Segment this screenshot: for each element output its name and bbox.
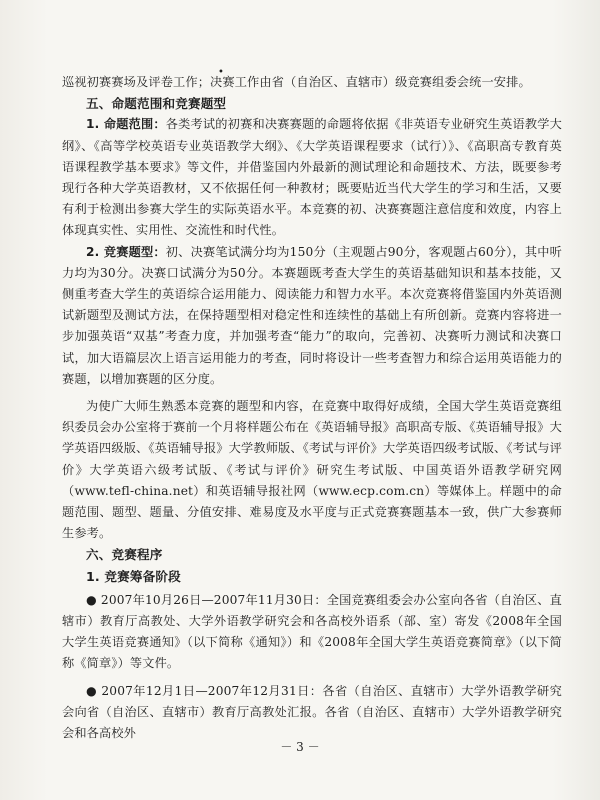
bullet-item-text: 2007年10月26日—2007年11月30日：全国竞赛组委会办公室向各省（自治区、直辖市）教育厅高教处、大学外语教学研究会和各高校外语系（部、室）寄发《2008年全国大学生英语竞赛通知》（以下简称《通知》）和《2008年全国大学生英语竞赛简章》（以下简称《简章》）等文件。 (62, 592, 562, 671)
paragraph-question-types-lead: 2. 竞赛题型： (86, 244, 166, 259)
bullet-item (62, 681, 562, 745)
document-body (62, 72, 562, 744)
bullet-item (62, 590, 562, 675)
paragraph-scope-lead: 1. 命题范围： (86, 117, 166, 132)
bullet-icon: ● (86, 683, 98, 698)
paragraph-question-types (62, 242, 562, 390)
bullet-icon: ● (86, 592, 97, 607)
paragraph-scope-text: 各类考试的初赛和决赛赛题的命题将依据《非英语专业研究生英语教学大纲》、《高等学校英语专业英语教学大纲》、《大学英语课程要求（试行）》、《高职高专教育英语课程教学基本要求》等文件，并借鉴国内外最新的测试理论和命题技术、方法，既要参考现行各种大学英语教材，又不依据任何一种教材；既要贴近当代大学生的学习和生活，又要有利于检测出参赛大学生的实际英语水平。本竞赛的初、决赛赛题注意信度和效度，内容上体现真实性、实用性、交流性和时代性。 (62, 117, 562, 238)
section-heading-5: 五、命题范围和竞赛题型 (86, 96, 227, 112)
bullet-item-text: 2007年12月1日—2007年12月31日：各省（自治区、直辖市）大学外语教学研究会向省（自治区、直辖市）教育厅高教处汇报。各省（自治区、直辖市）大学外语教学研究会和各高校外 (62, 683, 562, 741)
paragraph-question-types-text: 初、决赛笔试满分均为150分（主观题占90分，客观题占60分），其中听力均为30分。决赛口试满分为50分。本赛题既考查大学生的英语基础知识和基本技能，又侧重考查大学生的英语综合运用能力、阅读能力和智力水平。本次竞赛将借鉴国内外英语测试新题型及测试方法，在保持题型相对稳定性和连续性的基础上有所创新。竞赛内容将进一步加强英语“双基”考查力度，并加强考查“能力”的取向，完善初、决赛听力测试和决赛口试，加大语篇层次上语言运用能力的考查，同时将设计一些考查智力和综合运用英语能力的赛题，以增加赛题的区分度。 (62, 244, 562, 386)
paragraph-scope (62, 114, 562, 241)
paragraph-continuation: 巡视初赛赛场及评卷工作；决赛工作由省（自治区、直辖市）级竞赛组委会统一安排。 (62, 75, 531, 89)
subsection-heading-preparation: 1. 竞赛筹备阶段 (86, 568, 181, 584)
paragraph-sample-questions: 为使广大师生熟悉本竞赛的题型和内容，在竞赛中取得好成绩，全国大学生英语竞赛组织委员会办公室将于赛前一个月将样题公布在《英语辅导报》高职高专版、《英语辅导报》大学英语四级版、《英语辅导报》大学教师版、《考试与评价》大学英语四级考试版、《考试与评价》大学英语六级考试版、《考试与评价》研究生考试版、中国英语外语教学研究网（www.tefl-china.net）和英语辅导报社网（www.ecp.com.cn）等媒体上。样题中的命题范围、题型、题量、分值安排、难易度及水平度与正式竞赛赛题基本一致，供广大参赛师生参考。 (62, 399, 562, 541)
section-heading-6: 六、竞赛程序 (86, 547, 163, 563)
page-number: － 3 － (280, 740, 320, 754)
scan-speck: • (218, 67, 224, 78)
